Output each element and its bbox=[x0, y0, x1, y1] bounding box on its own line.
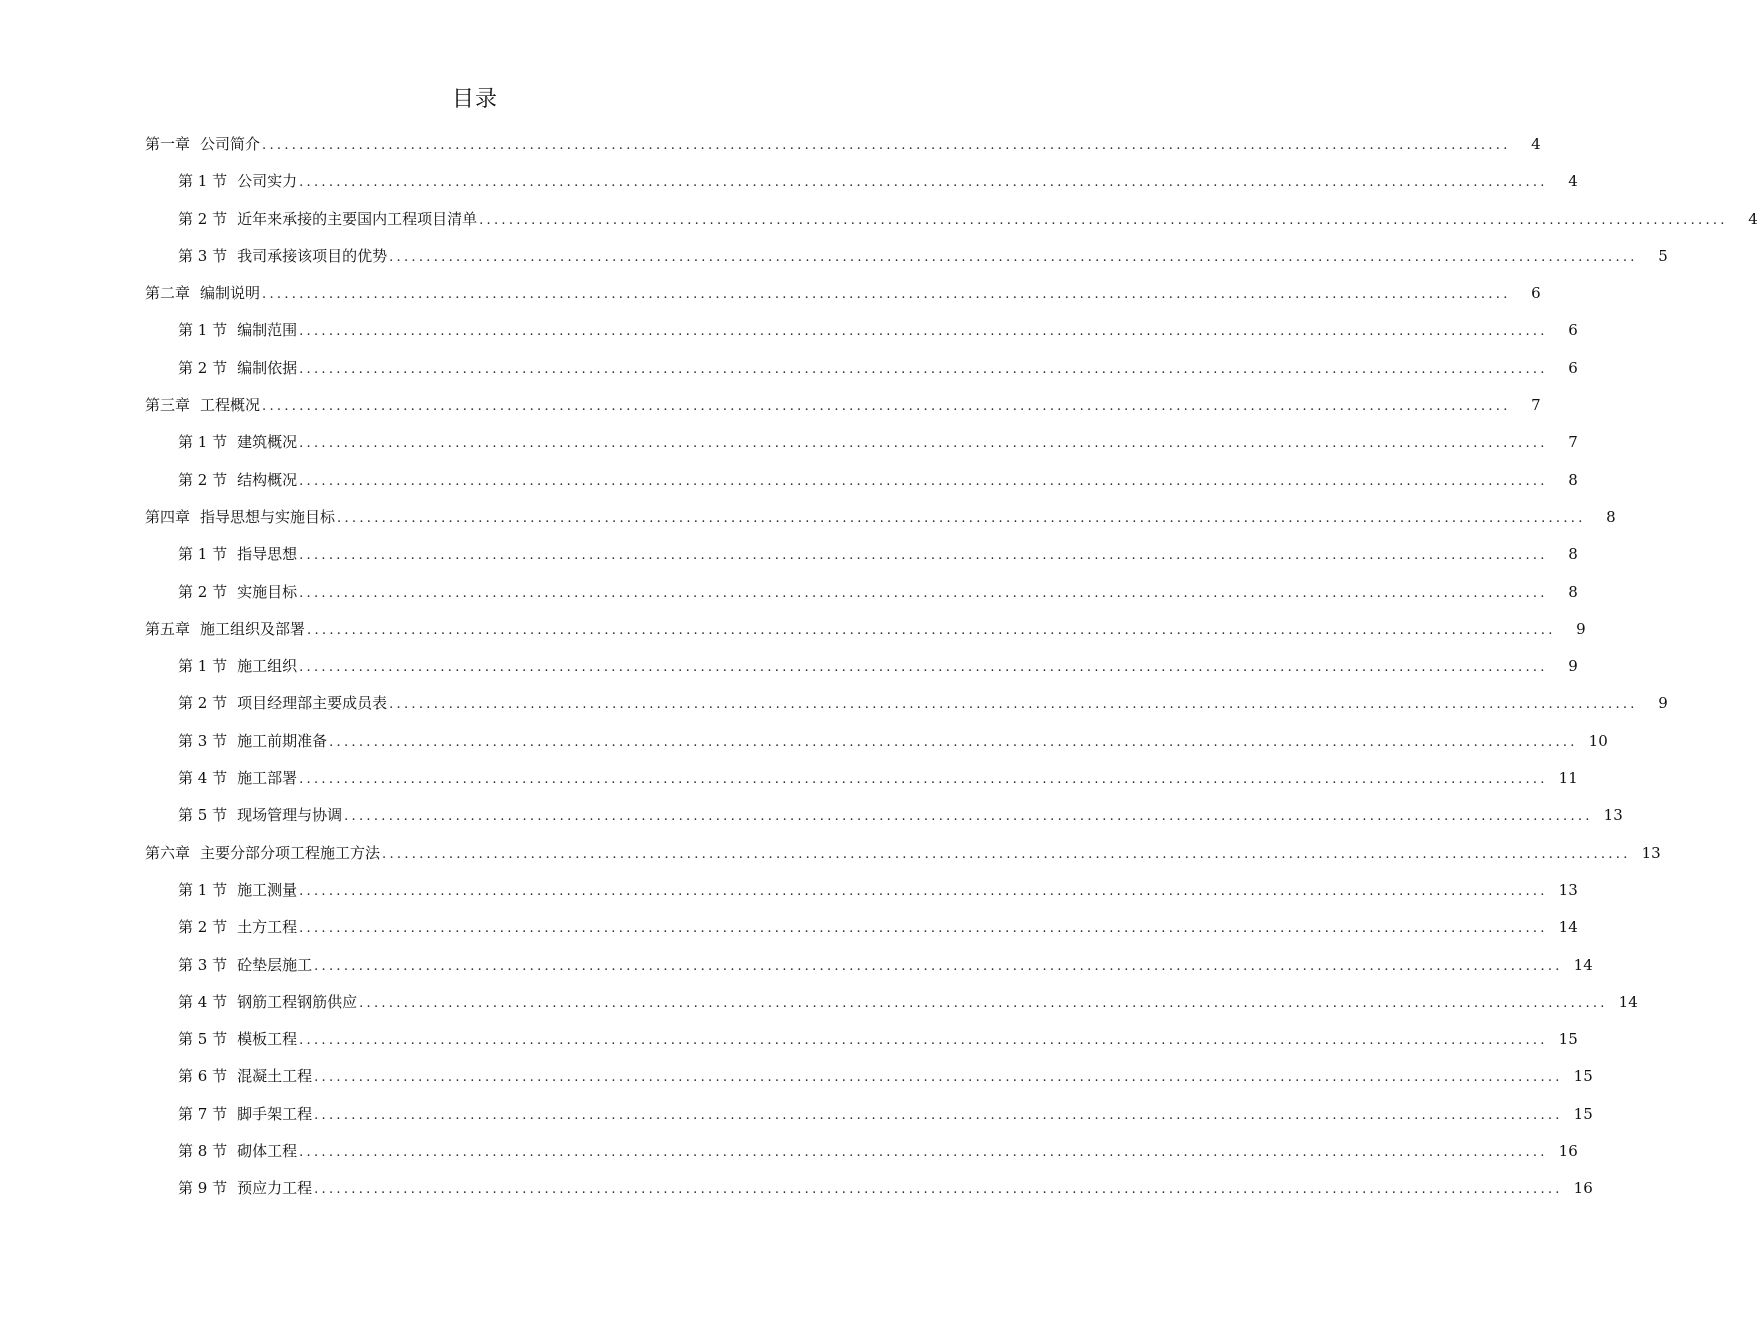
dot-leader: ........................................................................................................................................................................ bbox=[299, 883, 1548, 899]
toc-entry[interactable] bbox=[145, 275, 1541, 312]
toc-entry-label: 第五章 施工组织及部署 bbox=[145, 619, 306, 638]
toc-page-number: 4 bbox=[1531, 135, 1541, 153]
dot-leader: ........................................................................................................................................................................ bbox=[299, 436, 1548, 452]
toc-entry[interactable] bbox=[145, 462, 1578, 499]
toc-entry[interactable] bbox=[145, 760, 1578, 797]
toc-entry[interactable] bbox=[145, 984, 1638, 1021]
dot-leader: ........................................................................................................................................................................ bbox=[307, 622, 1556, 638]
toc-page-number: 16 bbox=[1573, 1179, 1593, 1198]
toc-entry-label: 第 1 节 建筑概况 bbox=[178, 433, 298, 452]
toc-page-number: 6 bbox=[1568, 358, 1578, 377]
dot-leader: ........................................................................................................................................................................ bbox=[359, 995, 1608, 1011]
toc-entry-label: 第 9 节 预应力工程 bbox=[178, 1179, 313, 1198]
toc-page-number: 14 bbox=[1573, 955, 1593, 974]
dot-leader: ........................................................................................................................................................................ bbox=[389, 697, 1638, 713]
toc-page-number: 14 bbox=[1558, 918, 1578, 937]
toc-page-number: 7 bbox=[1568, 433, 1578, 452]
dot-leader: ........................................................................................................................................................................ bbox=[299, 772, 1548, 788]
toc-entry[interactable] bbox=[145, 648, 1578, 685]
toc-entry[interactable] bbox=[145, 536, 1578, 573]
toc-entry[interactable] bbox=[145, 350, 1578, 387]
toc-entry[interactable] bbox=[145, 424, 1578, 461]
toc-entry-label: 第 6 节 混凝土工程 bbox=[178, 1067, 313, 1086]
toc-entry[interactable] bbox=[145, 872, 1578, 909]
toc-entry[interactable] bbox=[145, 574, 1578, 611]
toc-entry-label: 第 2 节 实施目标 bbox=[178, 582, 298, 601]
toc-entry-label: 第 4 节 施工部署 bbox=[178, 769, 298, 788]
dot-leader: ........................................................................................................................................................................ bbox=[337, 510, 1586, 526]
toc-page-number: 15 bbox=[1573, 1104, 1593, 1123]
toc-page-number: 6 bbox=[1568, 321, 1578, 340]
toc-page-number: 16 bbox=[1558, 1142, 1578, 1161]
toc-entry-label: 第 1 节 指导思想 bbox=[178, 545, 298, 564]
toc-entry[interactable] bbox=[145, 126, 1541, 163]
toc-entry[interactable] bbox=[145, 909, 1578, 946]
toc-entry-label: 第 1 节 施工组织 bbox=[178, 657, 298, 676]
dot-leader: ........................................................................................................................................................................ bbox=[299, 921, 1548, 937]
dot-leader: ........................................................................................................................................................................ bbox=[299, 548, 1548, 564]
toc-entry[interactable] bbox=[145, 1058, 1593, 1095]
toc-page-number: 5 bbox=[1658, 246, 1668, 265]
toc-entry-label: 第三章 工程概况 bbox=[145, 396, 261, 415]
toc-entry-label: 第 5 节 现场管理与协调 bbox=[178, 806, 343, 825]
dot-leader: ........................................................................................................................................................................ bbox=[299, 324, 1548, 340]
toc-page-number: 9 bbox=[1658, 694, 1668, 713]
dot-leader: ........................................................................................................................................................................ bbox=[329, 734, 1578, 750]
dot-leader: ........................................................................................................................................................................ bbox=[262, 138, 1511, 153]
toc-page-number: 13 bbox=[1641, 843, 1661, 862]
toc-page-number: 13 bbox=[1558, 880, 1578, 899]
toc-entry[interactable] bbox=[145, 238, 1668, 275]
dot-leader: ........................................................................................................................................................................ bbox=[382, 846, 1631, 862]
toc-entry-label: 第 1 节 编制范围 bbox=[178, 321, 298, 340]
toc-entry[interactable] bbox=[145, 1021, 1578, 1058]
toc-entry[interactable] bbox=[145, 1096, 1593, 1133]
dot-leader: ........................................................................................................................................................................ bbox=[479, 212, 1728, 228]
toc-entry[interactable] bbox=[145, 499, 1616, 536]
toc-page-number: 7 bbox=[1531, 396, 1541, 415]
toc-page-number: 10 bbox=[1588, 731, 1608, 750]
toc-entry-label: 第 2 节 土方工程 bbox=[178, 918, 298, 937]
toc-entry-label: 第 1 节 施工测量 bbox=[178, 880, 298, 899]
toc-entry-label: 第四章 指导思想与实施目标 bbox=[145, 507, 336, 526]
toc-entry-label: 第 3 节 施工前期准备 bbox=[178, 731, 328, 750]
toc-entry-label: 第 2 节 结构概况 bbox=[178, 470, 298, 489]
dot-leader: ........................................................................................................................................................................ bbox=[314, 958, 1563, 974]
toc-entry[interactable] bbox=[145, 685, 1668, 722]
dot-leader: ........................................................................................................................................................................ bbox=[299, 1033, 1548, 1049]
dot-leader: ........................................................................................................................................................................ bbox=[389, 249, 1638, 265]
toc-page-number: 9 bbox=[1576, 619, 1586, 638]
toc-entry[interactable] bbox=[145, 797, 1623, 834]
toc-entry[interactable] bbox=[145, 947, 1593, 984]
toc-title: 目录 bbox=[451, 87, 498, 112]
dot-leader: ........................................................................................................................................................................ bbox=[299, 361, 1548, 377]
toc-page-number: 14 bbox=[1618, 992, 1638, 1011]
toc-page-number: 9 bbox=[1568, 657, 1578, 676]
toc-page-number: 6 bbox=[1531, 284, 1541, 303]
dot-leader: ........................................................................................................................................................................ bbox=[344, 809, 1593, 825]
toc-page-number: 11 bbox=[1558, 769, 1578, 788]
toc-page-number: 8 bbox=[1568, 582, 1578, 601]
toc-entry-label: 第 4 节 钢筋工程钢筋供应 bbox=[178, 992, 358, 1011]
toc-entry[interactable] bbox=[145, 201, 1758, 238]
dot-leader: ........................................................................................................................................................................ bbox=[299, 660, 1548, 676]
toc-page-number: 4 bbox=[1748, 209, 1758, 228]
toc-page-number: 8 bbox=[1568, 470, 1578, 489]
toc-entry-label: 第 7 节 脚手架工程 bbox=[178, 1104, 313, 1123]
toc-page-number: 15 bbox=[1558, 1030, 1578, 1049]
dot-leader: ........................................................................................................................................................................ bbox=[299, 175, 1548, 191]
toc-entry-label: 第六章 主要分部分项工程施工方法 bbox=[145, 843, 381, 862]
dot-leader: ........................................................................................................................................................................ bbox=[314, 1070, 1563, 1086]
toc-entry-label: 第 2 节 近年来承接的主要国内工程项目清单 bbox=[178, 209, 478, 228]
toc-entry-label: 第 8 节 砌体工程 bbox=[178, 1142, 298, 1161]
toc-entry[interactable] bbox=[145, 1133, 1578, 1170]
dot-leader: ........................................................................................................................................................................ bbox=[314, 1182, 1563, 1198]
dot-leader: ........................................................................................................................................................................ bbox=[262, 287, 1511, 303]
toc-entry[interactable] bbox=[145, 835, 1661, 872]
toc-page-number: 4 bbox=[1568, 172, 1578, 191]
toc-page-number: 8 bbox=[1606, 507, 1616, 526]
toc-entry-label: 第 2 节 项目经理部主要成员表 bbox=[178, 694, 388, 713]
dot-leader: ........................................................................................................................................................................ bbox=[299, 585, 1548, 601]
dot-leader: ........................................................................................................................................................................ bbox=[262, 399, 1511, 415]
toc-entry-label: 第 2 节 编制依据 bbox=[178, 358, 298, 377]
toc-entry[interactable] bbox=[145, 163, 1578, 200]
toc-entry[interactable] bbox=[145, 723, 1608, 760]
toc-entry-label: 第一章 公司简介 bbox=[145, 135, 261, 153]
toc-entry-label: 第 5 节 模板工程 bbox=[178, 1030, 298, 1049]
dot-leader: ........................................................................................................................................................................ bbox=[314, 1107, 1563, 1123]
toc-entry-label: 第二章 编制说明 bbox=[145, 284, 261, 303]
toc-page-number: 8 bbox=[1568, 545, 1578, 564]
toc-entry[interactable] bbox=[145, 1170, 1593, 1207]
toc-page-number: 15 bbox=[1573, 1067, 1593, 1086]
toc-list bbox=[145, 126, 1758, 1208]
toc-entry[interactable] bbox=[145, 312, 1578, 349]
dot-leader: ........................................................................................................................................................................ bbox=[299, 473, 1548, 489]
toc-entry[interactable] bbox=[145, 611, 1586, 648]
dot-leader: ........................................................................................................................................................................ bbox=[299, 1145, 1548, 1161]
toc-entry-label: 第 3 节 我司承接该项目的优势 bbox=[178, 246, 388, 265]
toc-entry-label: 第 3 节 砼垫层施工 bbox=[178, 955, 313, 974]
toc-page-number: 13 bbox=[1603, 806, 1623, 825]
toc-entry-label: 第 1 节 公司实力 bbox=[178, 172, 298, 191]
toc-entry[interactable] bbox=[145, 387, 1541, 424]
